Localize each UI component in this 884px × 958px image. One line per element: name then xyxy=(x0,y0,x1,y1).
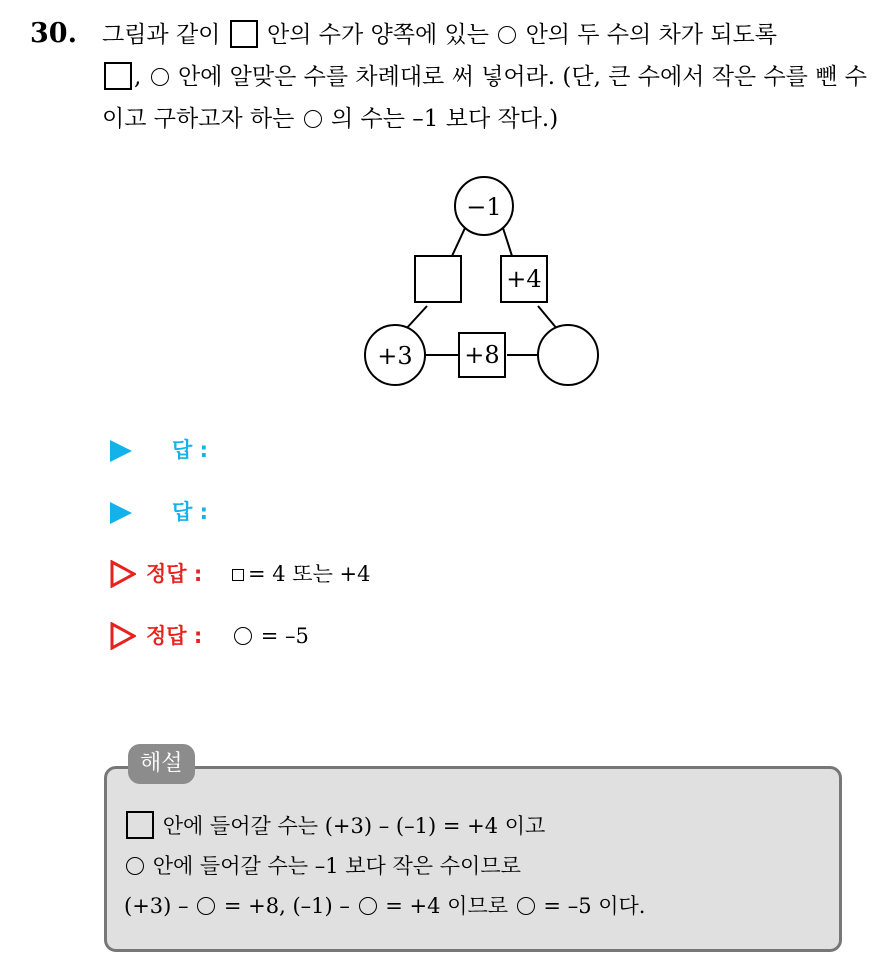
square-symbol xyxy=(230,20,258,48)
outline-arrow-icon xyxy=(110,622,136,650)
question-text-part: 안의 두 수의 차가 되도록 xyxy=(525,22,777,48)
left-box xyxy=(415,256,461,302)
bottom-box-value: +8 xyxy=(464,341,500,369)
explanation-line: 안에 들어갈 수는 (+3) – (–1) = +4 이고 xyxy=(124,806,834,846)
question-text-part: 의 수는 –1 보다 작다.) xyxy=(331,106,559,132)
circle-symbol xyxy=(151,68,169,86)
circle-symbol xyxy=(234,627,252,645)
question-number: 30. xyxy=(30,18,77,49)
top-circle-value: −1 xyxy=(466,193,502,221)
right-box-value: +4 xyxy=(506,265,542,293)
connector-line xyxy=(405,306,427,330)
question-text-part: 안에 알맞은 수를 차례대로 써 넣어라. (단, 큰 수에서 작은 수를 뺀 수이고 구하고자 하는 xyxy=(102,64,867,132)
question-text-part: 안의 수가 양쪽에 있는 xyxy=(267,22,489,48)
answer-label: 답 : xyxy=(172,500,208,524)
outline-arrow-icon xyxy=(110,560,136,588)
circle-symbol xyxy=(304,110,322,128)
connector-line xyxy=(503,228,512,256)
triangle-diagram xyxy=(355,170,615,400)
correct-answer-value: = –5 xyxy=(232,616,309,656)
square-symbol xyxy=(126,811,154,839)
circle-symbol xyxy=(126,857,144,875)
explanation-line: 안에 들어갈 수는 –1 보다 작은 수이므로 xyxy=(124,846,834,886)
connector-line xyxy=(452,228,465,256)
play-arrow-icon xyxy=(110,502,132,524)
square-symbol xyxy=(232,569,244,581)
question-text xyxy=(102,14,867,140)
circle-symbol xyxy=(359,897,377,915)
play-arrow-icon xyxy=(110,440,132,462)
circle-symbol xyxy=(197,897,215,915)
correct-answer-value: = 4 또는 +4 xyxy=(232,554,371,594)
connector-line xyxy=(538,306,558,330)
explanation-tag: 해설 xyxy=(128,744,195,784)
bottom-left-circle-value: +3 xyxy=(377,342,413,370)
question-text-part: 그림과 같이 xyxy=(102,22,221,48)
answer-label: 답 : xyxy=(172,438,208,462)
circle-symbol xyxy=(498,26,516,44)
square-symbol xyxy=(104,62,132,90)
question-text-part: , xyxy=(134,64,142,90)
correct-answer-label: 정답 : xyxy=(146,562,203,586)
explanation-text xyxy=(124,806,834,926)
circle-symbol xyxy=(517,897,535,915)
explanation-line: (+3) – = +8, (–1) – = +4 이므로 = –5 이다. xyxy=(124,894,646,918)
correct-answer-label: 정답 : xyxy=(146,624,203,648)
bottom-right-circle xyxy=(538,325,598,385)
